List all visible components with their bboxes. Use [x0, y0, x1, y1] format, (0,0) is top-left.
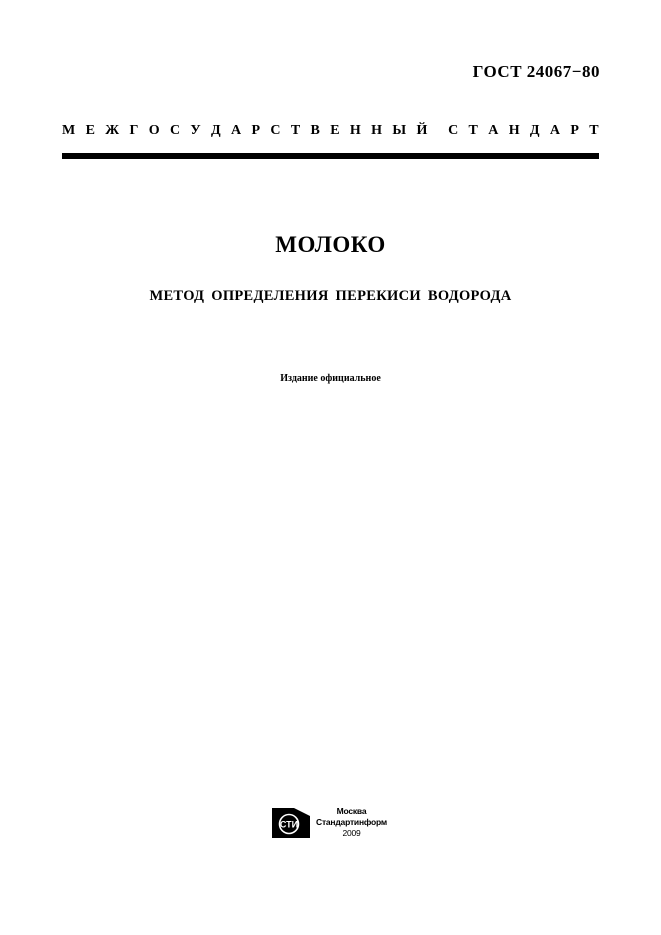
heading-letter: С — [448, 123, 459, 138]
publisher-block — [272, 806, 387, 839]
heading-letter: Р — [570, 123, 579, 138]
heading-letter: С — [270, 123, 281, 138]
publisher-logo-icon — [272, 808, 310, 838]
document-title: МОЛОКО — [275, 232, 386, 257]
heading-letter: А — [231, 123, 242, 138]
heading-letter: Р — [251, 123, 261, 138]
publisher-text — [316, 806, 387, 839]
heading-letter: Д — [211, 123, 221, 138]
standard-number: ГОСТ 24067−80 — [472, 62, 600, 81]
document-subtitle: МЕТОД ОПРЕДЕЛЕНИЯ ПЕРЕКИСИ ВОДОРОДА — [149, 288, 512, 304]
heading-letter: А — [488, 123, 499, 138]
heading-letter: Й — [416, 123, 428, 138]
heading-letter: Н — [349, 123, 361, 138]
heading-letter: А — [549, 123, 561, 138]
heading-letter: Ж — [105, 123, 120, 138]
heading-letter: Е — [330, 123, 340, 138]
heading-letter: Н — [371, 123, 383, 138]
heading-letter: Т — [290, 123, 301, 138]
publisher-city: Москва — [336, 806, 367, 816]
heading-letter: В — [310, 123, 320, 138]
logo-lettering: СТИ — [279, 819, 299, 829]
interstate-standard-heading — [62, 123, 599, 139]
heading-letter: Е — [85, 123, 95, 138]
heading-letter: Т — [589, 123, 599, 138]
heading-letter: Г — [129, 123, 139, 138]
heading-letter: О — [148, 123, 160, 138]
heading-letter: Н — [508, 123, 520, 138]
heading-letter: У — [190, 123, 201, 138]
publication-year: 2009 — [342, 828, 361, 838]
heading-divider — [62, 153, 599, 159]
heading-letter: Ы — [392, 123, 407, 138]
heading-letter: М — [62, 123, 76, 138]
edition-note: Издание официальное — [280, 373, 381, 384]
heading-letter: Д — [529, 123, 540, 138]
heading-letter: С — [169, 123, 181, 138]
publisher-name: Стандартинформ — [316, 817, 387, 827]
heading-letter: Т — [468, 123, 478, 138]
